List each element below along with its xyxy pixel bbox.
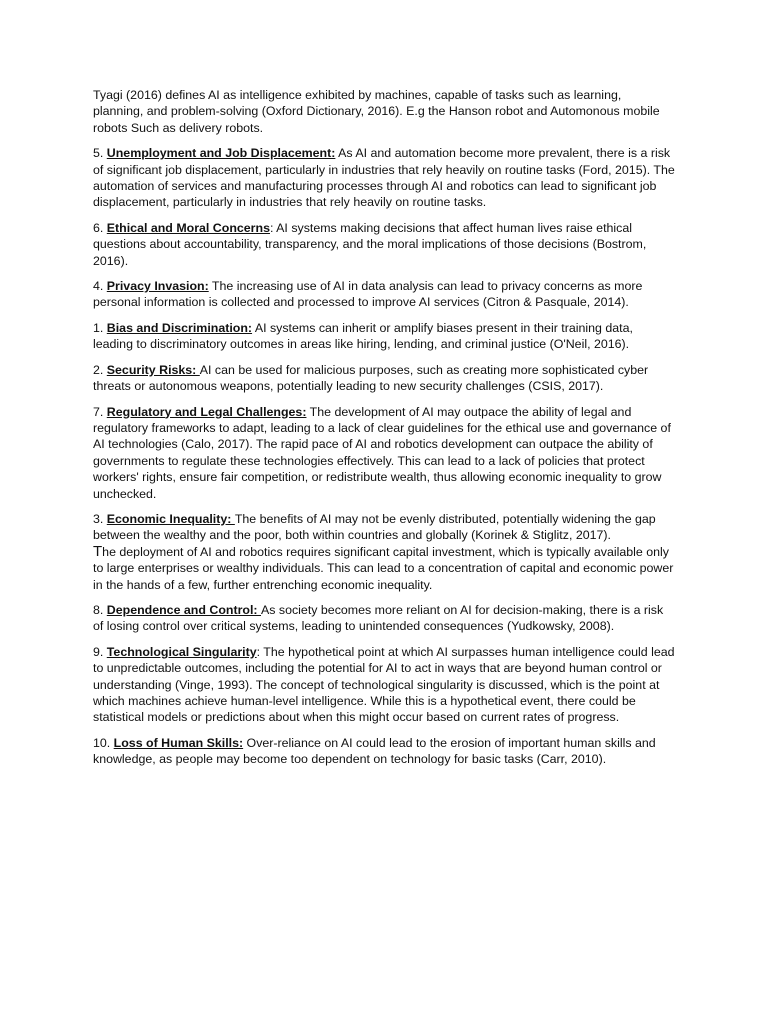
section-heading: Economic Inequality:: [106, 511, 235, 526]
section-heading: Ethical and Moral Concerns: [106, 220, 270, 235]
section-text: : AI systems making decisions that affect human lives raise ethical questions about accountability, transparency, and the moral implications of those decisions (Bostrom, 2016).: [93, 220, 647, 268]
section-heading: Dependence and Control:: [106, 602, 261, 617]
section-heading: Privacy Invasion:: [106, 279, 209, 294]
section-text: AI can be used for malicious purposes, such as creating more sophisticated cyber threats or autonomous weapons, potentially leading to new security challenges (CSIS, 2017).: [93, 362, 649, 394]
section-heading: Technological Singularity: [106, 644, 257, 659]
section-number: 2.: [93, 362, 107, 377]
section-number: 7.: [93, 404, 107, 419]
section-technological-singularity: [93, 644, 675, 726]
section-text: As society becomes more reliant on AI for decision-making, there is a risk of losing control over critical systems, leading to unintended consequences (Yudkowsky, 2008).: [93, 602, 664, 634]
section-economic-inequality: [93, 511, 675, 593]
section-heading: Loss of Human Skills:: [113, 735, 244, 750]
section-text: The development of AI may outpace the ability of legal and regulatory frameworks to adapt, leading to a lack of clear guidelines for the ethical use and governance of AI technologies (Calo, 2017). The rapid pace of AI and robotics development can outpace the ability of governments to regulate these technologies effectively. This can lead to a lack of policies that protect workers' rights, ensure fair competition, or redistribute wealth, thus allowing economic inequality to grow unchecked.: [93, 404, 671, 501]
section-text: Over-reliance on AI could lead to the erosion of important human skills and knowledge, as people may become too dependent on technology for basic tasks (Carr, 2010).: [93, 735, 656, 767]
section-number: 9.: [93, 644, 107, 659]
section-dependence-control: [93, 602, 675, 635]
section-privacy-invasion: [93, 278, 675, 311]
section-heading: Security Risks:: [106, 362, 200, 377]
section-heading: Unemployment and Job Displacement:: [106, 146, 336, 161]
section-number: 5.: [93, 146, 107, 161]
document-page: [93, 87, 675, 777]
section-text: AI systems can inherit or amplify biases present in their training data, leading to discriminatory outcomes in areas like hiring, lending, and criminal justice (O'Neil, 2016).: [93, 320, 633, 352]
section-security-risks: [93, 362, 675, 395]
section-number: 8.: [93, 602, 107, 617]
section-heading: Regulatory and Legal Challenges:: [106, 404, 307, 419]
section-heading: Bias and Discrimination:: [106, 320, 253, 335]
section-unemployment: [93, 145, 675, 211]
section-number: 6.: [93, 220, 107, 235]
continuation-initial: T: [93, 542, 103, 560]
section-loss-of-skills: [93, 735, 675, 768]
section-text: As AI and automation become more prevalent, there is a risk of significant job displacement, particularly in industries that rely heavily on routine tasks (Ford, 2015). The automation of services and manufacturing processes through AI and robotics can lead to significant job displacement, particularly in industries that rely heavily on routine tasks.: [93, 146, 675, 210]
section-number: 4.: [93, 279, 107, 294]
section-text: The increasing use of AI in data analysis can lead to privacy concerns as more personal information is collected and processed to improve AI services (Citron & Pasquale, 2014).: [93, 279, 643, 310]
section-regulatory-challenges: [93, 404, 675, 502]
section-text: : The hypothetical point at which AI surpasses human intelligence could lead to unpredictable outcomes, including the potential for AI to act in ways that are beyond human control or understanding (Vinge, 1993). The concept of technological singularity is discussed, which is the point at which machines achieve human-level intelligence. While this is a hypothetical event, there could be statistical models or predictions about when this might occur based on current rates of progress.: [93, 644, 675, 725]
section-ethical-concerns: [93, 220, 675, 269]
section-continuation-text: he deployment of AI and robotics requires significant capital investment, which is typically available only to large enterprises or wealthy individuals. This can lead to a concentration of capital and economic power in the hands of a few, further entrenching economic inequality.: [93, 544, 674, 592]
section-bias-discrimination: [93, 320, 675, 353]
section-number: 10.: [93, 735, 114, 750]
section-number: 3.: [93, 511, 107, 526]
section-text: The benefits of AI may not be evenly distributed, potentially widening the gap between the wealthy and the poor, both within countries and globally (Korinek & Stiglitz, 2017).: [93, 511, 656, 543]
section-number: 1.: [93, 320, 107, 335]
intro-paragraph: Tyagi (2016) defines AI as intelligence exhibited by machines, capable of tasks such as learning, planning, and problem-solving (Oxford Dictionary, 2016). E.g the Hanson robot and Automonous mobile robots Such as delivery robots.: [93, 88, 660, 135]
